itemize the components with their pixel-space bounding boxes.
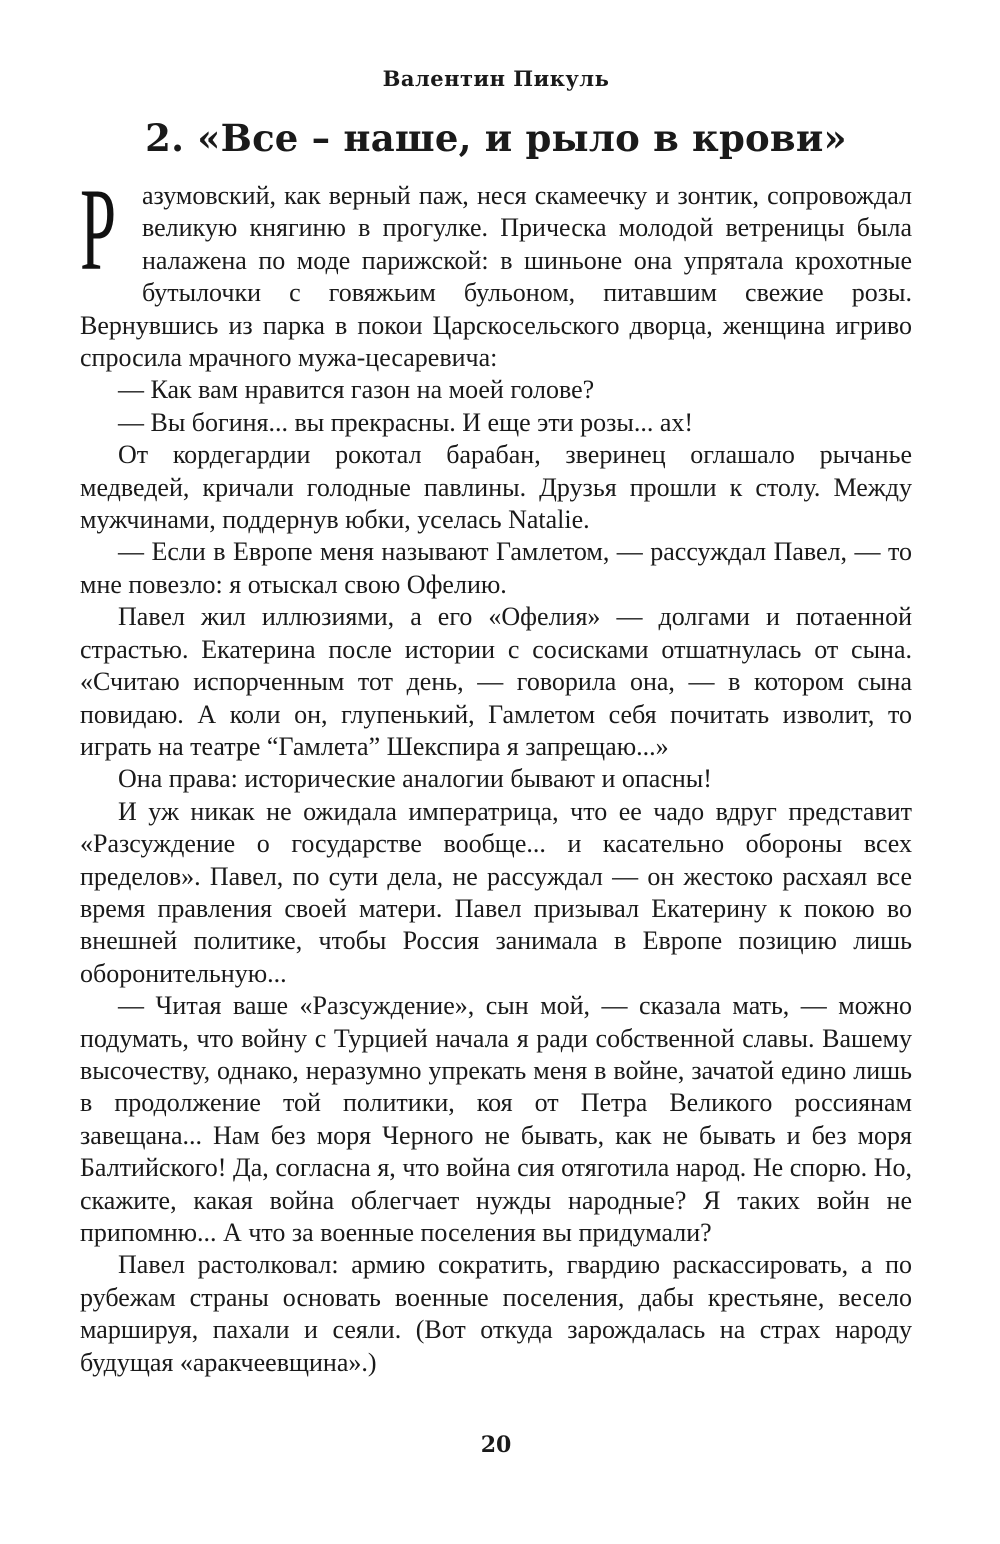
running-head-author: Валентин Пикуль: [382, 66, 610, 91]
paragraph-4: От кордегардии рокотал барабан, зверинец оглашало рычанье медведей, кричали голодные павлины. Друзья прошли к столу. Между мужчинами, поддернув юбки, уселась Natalie.: [80, 440, 912, 535]
paragraph-10: Павел растолковал: армию сократить, гвардию раскассировать, а по рубежам страны основать военные поселения, дабы крестьяне, весело маршируя, пахали и сеяли. (Вот откуда зарождалась на страх народу будущая «аракчеевщина».): [80, 1250, 912, 1377]
paragraph-6: Павел жил иллюзиями, а его «Офелия» — долгами и потаенной страстью. Екатерина после истории с сосисками отшатнулась от сына. «Считаю испорченным тот день, — говорила она, — в котором сына повидаю. А коли он, глупенький, Гамлетом себя почитать изволит, то играть на театре “Гамлета” Шекспира я запрещаю...»: [80, 602, 912, 761]
chapter-title: 2. «Все – наше, и рыло в крови»: [145, 116, 847, 160]
paragraph-1: [80, 164, 912, 374]
paragraph-3: — Вы богиня... вы прекрасны. И еще эти розы... ах!: [118, 407, 694, 437]
paragraph-7: Она права: исторические аналогии бывают и опасны!: [118, 764, 712, 794]
paragraph-2: — Как вам нравится газон на моей голове?: [118, 375, 595, 405]
paragraph-9: — Читая ваше «Разсуждение», сын мой, — сказала мать, — можно подумать, что войну с Турцией начала я ради собственной славы. Вашему высочеству, однако, неразумно упрекать меня в войне, зачатой едино лишь в продолжение той политики, коя от Петра Великого россиянам завещана... Нам без моря Черного не бывать, как не бывать и без моря Балтийского! Да, согласна я, что война сия отяготила народ. Не спорю. Но, скажите, какая война облегчает нужды народные? Я таких войн не припомню... А что за военные поселения вы придумали?: [80, 991, 912, 1247]
book-page: [80, 0, 912, 1544]
paragraph-1-text: азумовский, как верный паж, неся скамеечку и зонтик, сопровождал великую княгиню в прогулке. Прическа молодой ветреницы была налажена по моде парижской: в шиньоне она упрятала крохотные бутылочки с говяжьим бульоном, питавшим свежие розы. Вернувшись из парка в покои Царскосельского дворца, женщина игриво спросила мрачного мужа-цесаревича:: [80, 181, 912, 373]
body-text: [80, 164, 912, 1379]
drop-cap: Р: [80, 164, 117, 295]
paragraph-8: И уж никак не ожидала императрица, что ее чадо вдруг представит «Разсуждение о государстве вообще... и касательно обороны всех пределов». Павел, по сути дела, не рассуждал — он жестоко расхаял все время правления своей матери. Павел призывал Екатерину к покою во внешней политике, чтобы Россия занимала в Европе позицию лишь оборонительную...: [80, 796, 912, 988]
page-number: 20: [480, 1432, 512, 1458]
paragraph-5: — Если в Европе меня называют Гамлетом, — рассуждал Павел, — то мне повезло: я отыскал свою Офелию.: [80, 537, 912, 599]
